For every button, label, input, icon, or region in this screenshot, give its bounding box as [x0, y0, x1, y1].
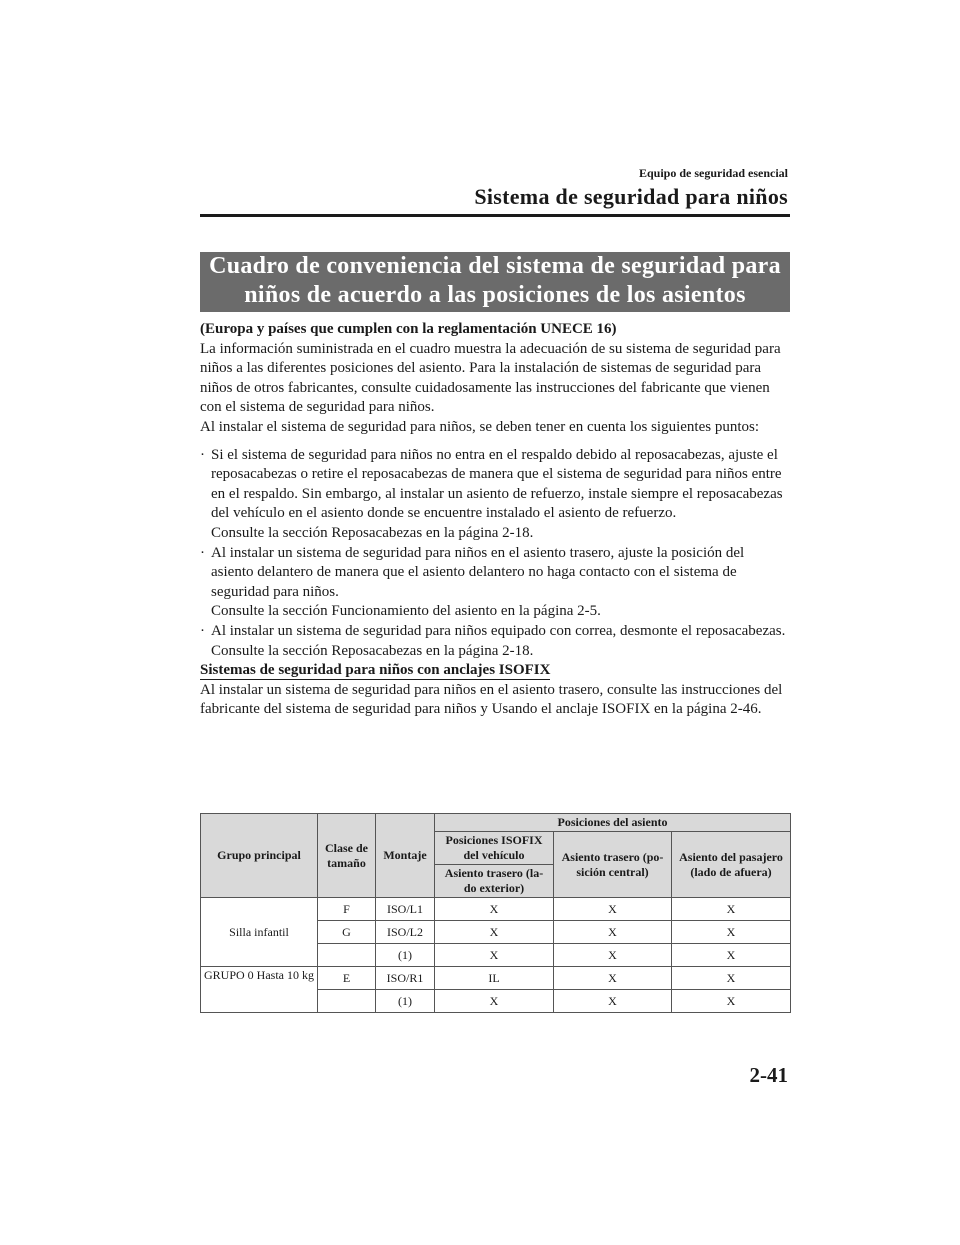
isofix-heading-text: Sistemas de seguridad para niños con anclajes ISOFIX	[200, 662, 551, 679]
intro-paragraph: La información suministrada en el cuadro muestra la adecuación de su sistema de seguridad para niños a las diferentes posiciones del asiento. Para la instalación de sistemas de seguridad para niños de otros fabricantes, consulte cuidadosamente las instrucciones del fabricante que vienen con el sistema de seguridad para niños.	[200, 340, 781, 416]
suitability-table	[200, 813, 791, 1013]
outer-cell: IL	[435, 967, 554, 990]
group-cell: GRUPO 0 Hasta 10 kg	[201, 967, 318, 1013]
center-cell: X	[554, 990, 672, 1013]
col-header-positions: Posiciones del asiento	[435, 814, 791, 832]
bullet-reference: Consulte la sección Reposacabezas en la página 2-18.	[211, 642, 534, 659]
col-header-passenger: Asiento del pasajero (lado de afuera)	[672, 832, 791, 898]
size-cell: E	[318, 967, 376, 990]
col-header-mount: Montaje	[376, 814, 435, 898]
outer-cell: X	[435, 898, 554, 921]
isofix-heading	[200, 661, 790, 681]
page-number: 2-41	[749, 1063, 788, 1087]
group-cell: Silla infantil	[201, 898, 318, 967]
center-cell: X	[554, 944, 672, 967]
section-label: Equipo de seguridad esencial	[638, 166, 788, 180]
isofix-paragraph: Al instalar un sistema de seguridad para niños en el asiento trasero, consulte las instrucciones del fabricante del sistema de seguridad para niños y Usando el anclaje ISOFIX en la página 2-46.	[200, 681, 783, 718]
section-banner	[200, 252, 790, 312]
outer-cell: X	[435, 944, 554, 967]
outer-cell: X	[435, 921, 554, 944]
page-title: Sistema de seguridad para niños	[474, 184, 788, 209]
col-header-rear-center: Asiento trasero (po- sición central)	[554, 832, 672, 898]
center-cell: X	[554, 898, 672, 921]
banner-line-1: Cuadro de conveniencia del sistema de seguridad para	[209, 253, 781, 279]
col-header-size: Clase de tamaño	[318, 814, 376, 898]
mount-cell: ISO/L2	[376, 921, 435, 944]
bullet-icon: ·	[200, 622, 205, 639]
table-row	[201, 898, 791, 921]
bullet-text: Si el sistema de seguridad para niños no entra en el respaldo debido al reposacabezas, ajuste el reposacabezas o retire el reposacabezas de manera que el sistema de seguridad para niños entre en el respaldo. Sin embargo, al instalar un asiento de refuerzo, instale siempre el reposacabezas del vehículo en el asiento donde se encuentre instalado el asiento de refuerzo.	[211, 446, 783, 522]
size-cell: G	[318, 921, 376, 944]
mount-cell: (1)	[376, 990, 435, 1013]
passenger-cell: X	[672, 990, 791, 1013]
bullet-text: Al instalar un sistema de seguridad para niños equipado con correa, desmonte el reposacabezas.	[211, 622, 786, 639]
list-item	[200, 446, 790, 544]
mount-cell: ISO/L1	[376, 898, 435, 921]
size-cell	[318, 990, 376, 1013]
bullet-reference: Consulte la sección Reposacabezas en la página 2-18.	[211, 524, 534, 541]
bullet-icon: ·	[200, 446, 205, 463]
col-header-rear-outer: Asiento trasero (la- do exterior)	[435, 865, 554, 898]
body-text	[200, 320, 790, 720]
bullet-text: Al instalar un sistema de seguridad para niños en el asiento trasero, ajuste la posición del asiento delantero de manera que el asiento delantero no haga contacto con el sistema de seguridad para niños.	[211, 544, 745, 600]
header-divider	[200, 214, 790, 217]
passenger-cell: X	[672, 898, 791, 921]
passenger-cell: X	[672, 967, 791, 990]
banner-line-2: niños de acuerdo a las posiciones de los asientos	[244, 282, 746, 308]
outer-cell: X	[435, 990, 554, 1013]
table-row	[201, 967, 791, 990]
col-header-isofix-positions: Posiciones ISOFIX del vehículo	[435, 832, 554, 865]
center-cell: X	[554, 967, 672, 990]
size-cell	[318, 944, 376, 967]
bullet-list	[200, 446, 790, 662]
mount-cell: (1)	[376, 944, 435, 967]
bullet-icon: ·	[200, 544, 205, 561]
passenger-cell: X	[672, 944, 791, 967]
passenger-cell: X	[672, 921, 791, 944]
list-item	[200, 622, 790, 661]
size-cell: F	[318, 898, 376, 921]
bullet-reference: Consulte la sección Funcionamiento del asiento en la página 2-5.	[211, 603, 601, 620]
mount-cell: ISO/R1	[376, 967, 435, 990]
center-cell: X	[554, 921, 672, 944]
points-intro: Al instalar el sistema de seguridad para niños, se deben tener en cuenta los siguientes puntos:	[200, 418, 760, 435]
col-header-group: Grupo principal	[201, 814, 318, 898]
region-note: (Europa y países que cumplen con la reglamentación UNECE 16)	[200, 321, 617, 337]
list-item	[200, 544, 790, 622]
